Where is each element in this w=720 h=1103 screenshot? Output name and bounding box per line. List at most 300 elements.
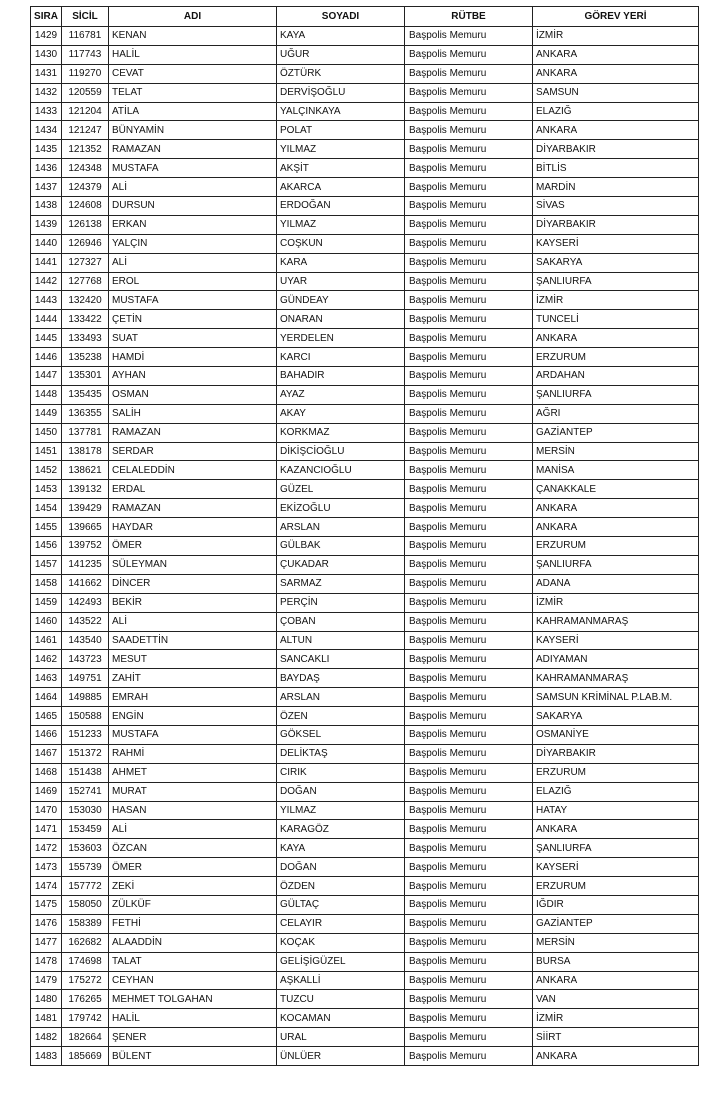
header-rutbe: RÜTBE	[405, 7, 533, 27]
cell-adi: DİNCER	[109, 574, 277, 593]
cell-soyadi: POLAT	[277, 121, 405, 140]
cell-sicil: 151372	[62, 744, 109, 763]
cell-gorev-yeri: AĞRI	[533, 404, 699, 423]
cell-adi: TALAT	[109, 952, 277, 971]
cell-adi: AYHAN	[109, 367, 277, 386]
table-row	[31, 518, 699, 537]
cell-adi: MEHMET TOLGAHAN	[109, 990, 277, 1009]
cell-sicil: 124348	[62, 159, 109, 178]
table-row	[31, 140, 699, 159]
cell-rutbe: Başpolis Memuru	[405, 574, 533, 593]
cell-rutbe: Başpolis Memuru	[405, 291, 533, 310]
cell-soyadi: AKAY	[277, 404, 405, 423]
cell-sicil: 158050	[62, 895, 109, 914]
cell-sira: 1453	[31, 480, 62, 499]
cell-soyadi: YILMAZ	[277, 215, 405, 234]
cell-sira: 1438	[31, 197, 62, 216]
cell-sira: 1444	[31, 310, 62, 329]
cell-sira: 1436	[31, 159, 62, 178]
cell-sira: 1457	[31, 555, 62, 574]
cell-sicil: 153030	[62, 801, 109, 820]
table-row	[31, 593, 699, 612]
table-row	[31, 159, 699, 178]
cell-adi: SUAT	[109, 329, 277, 348]
cell-soyadi: GÜZEL	[277, 480, 405, 499]
cell-gorev-yeri: OSMANİYE	[533, 725, 699, 744]
cell-adi: MURAT	[109, 782, 277, 801]
cell-sira: 1481	[31, 1009, 62, 1028]
cell-soyadi: ÜNLÜER	[277, 1047, 405, 1066]
header-sira: SIRA	[31, 7, 62, 27]
cell-gorev-yeri: ADANA	[533, 574, 699, 593]
table-row	[31, 537, 699, 556]
cell-gorev-yeri: MANİSA	[533, 461, 699, 480]
cell-sicil: 150588	[62, 707, 109, 726]
cell-rutbe: Başpolis Memuru	[405, 1009, 533, 1028]
header-sicil: SİCİL	[62, 7, 109, 27]
cell-sicil: 141662	[62, 574, 109, 593]
cell-rutbe: Başpolis Memuru	[405, 272, 533, 291]
table-row	[31, 801, 699, 820]
cell-gorev-yeri: SAMSUN	[533, 83, 699, 102]
cell-soyadi: SANCAKLI	[277, 650, 405, 669]
cell-sira: 1458	[31, 574, 62, 593]
cell-adi: ŞENER	[109, 1028, 277, 1047]
cell-adi: SERDAR	[109, 442, 277, 461]
cell-sira: 1461	[31, 631, 62, 650]
cell-sira: 1445	[31, 329, 62, 348]
cell-sicil: 136355	[62, 404, 109, 423]
table-row	[31, 499, 699, 518]
cell-adi: MUSTAFA	[109, 159, 277, 178]
cell-rutbe: Başpolis Memuru	[405, 329, 533, 348]
cell-adi: MUSTAFA	[109, 725, 277, 744]
cell-adi: EMRAH	[109, 688, 277, 707]
cell-sicil: 121247	[62, 121, 109, 140]
cell-rutbe: Başpolis Memuru	[405, 725, 533, 744]
cell-adi: ALİ	[109, 253, 277, 272]
cell-gorev-yeri: GAZİANTEP	[533, 914, 699, 933]
cell-soyadi: YERDELEN	[277, 329, 405, 348]
cell-adi: EROL	[109, 272, 277, 291]
table-row	[31, 952, 699, 971]
table-row	[31, 707, 699, 726]
cell-rutbe: Başpolis Memuru	[405, 631, 533, 650]
cell-gorev-yeri: ANKARA	[533, 518, 699, 537]
table-row	[31, 27, 699, 46]
cell-sicil: 149885	[62, 688, 109, 707]
cell-sicil: 120559	[62, 83, 109, 102]
table-row	[31, 197, 699, 216]
cell-sicil: 139429	[62, 499, 109, 518]
cell-rutbe: Başpolis Memuru	[405, 64, 533, 83]
cell-adi: MUSTAFA	[109, 291, 277, 310]
cell-rutbe: Başpolis Memuru	[405, 669, 533, 688]
table-row	[31, 914, 699, 933]
cell-adi: ERDAL	[109, 480, 277, 499]
cell-gorev-yeri: ANKARA	[533, 971, 699, 990]
cell-sira: 1475	[31, 895, 62, 914]
cell-sira: 1477	[31, 933, 62, 952]
cell-adi: KENAN	[109, 27, 277, 46]
table-row	[31, 215, 699, 234]
cell-adi: AHMET	[109, 763, 277, 782]
table-row	[31, 990, 699, 1009]
cell-rutbe: Başpolis Memuru	[405, 178, 533, 197]
cell-adi: HALİL	[109, 45, 277, 64]
cell-soyadi: KARA	[277, 253, 405, 272]
cell-sira: 1479	[31, 971, 62, 990]
table-row	[31, 442, 699, 461]
cell-gorev-yeri: KAHRAMANMARAŞ	[533, 669, 699, 688]
header-gorev-yeri: GÖREV YERİ	[533, 7, 699, 27]
cell-adi: ZÜLKÜF	[109, 895, 277, 914]
cell-soyadi: YILMAZ	[277, 801, 405, 820]
cell-rutbe: Başpolis Memuru	[405, 782, 533, 801]
cell-sira: 1443	[31, 291, 62, 310]
cell-sicil: 153459	[62, 820, 109, 839]
cell-gorev-yeri: KAHRAMANMARAŞ	[533, 612, 699, 631]
cell-soyadi: YALÇINKAYA	[277, 102, 405, 121]
cell-soyadi: CELAYIR	[277, 914, 405, 933]
header-soyadi: SOYADI	[277, 7, 405, 27]
table-header-row	[31, 7, 699, 27]
cell-sira: 1472	[31, 839, 62, 858]
cell-sira: 1442	[31, 272, 62, 291]
cell-sicil: 121204	[62, 102, 109, 121]
cell-soyadi: KAZANCIOĞLU	[277, 461, 405, 480]
cell-gorev-yeri: ANKARA	[533, 1047, 699, 1066]
cell-sicil: 157772	[62, 877, 109, 896]
cell-adi: YALÇIN	[109, 234, 277, 253]
cell-sira: 1450	[31, 423, 62, 442]
cell-sicil: 139665	[62, 518, 109, 537]
cell-sira: 1437	[31, 178, 62, 197]
cell-soyadi: AŞKALLİ	[277, 971, 405, 990]
cell-adi: ÖZCAN	[109, 839, 277, 858]
cell-sicil: 143522	[62, 612, 109, 631]
cell-adi: TELAT	[109, 83, 277, 102]
cell-gorev-yeri: TUNCELİ	[533, 310, 699, 329]
cell-adi: RAMAZAN	[109, 499, 277, 518]
cell-rutbe: Başpolis Memuru	[405, 801, 533, 820]
cell-sicil: 179742	[62, 1009, 109, 1028]
cell-sira: 1471	[31, 820, 62, 839]
cell-sicil: 133422	[62, 310, 109, 329]
cell-soyadi: KAYA	[277, 839, 405, 858]
cell-sira: 1441	[31, 253, 62, 272]
cell-sicil: 149751	[62, 669, 109, 688]
cell-sicil: 127768	[62, 272, 109, 291]
cell-sicil: 182664	[62, 1028, 109, 1047]
cell-gorev-yeri: ANKARA	[533, 45, 699, 64]
cell-sira: 1433	[31, 102, 62, 121]
table-row	[31, 102, 699, 121]
cell-sicil: 126138	[62, 215, 109, 234]
table-row	[31, 348, 699, 367]
cell-gorev-yeri: ŞANLIURFA	[533, 385, 699, 404]
cell-adi: ZAHİT	[109, 669, 277, 688]
cell-adi: RAMAZAN	[109, 140, 277, 159]
cell-rutbe: Başpolis Memuru	[405, 442, 533, 461]
table-row	[31, 253, 699, 272]
cell-sicil: 139752	[62, 537, 109, 556]
cell-rutbe: Başpolis Memuru	[405, 688, 533, 707]
cell-gorev-yeri: ŞANLIURFA	[533, 839, 699, 858]
cell-sicil: 137781	[62, 423, 109, 442]
cell-gorev-yeri: İZMİR	[533, 27, 699, 46]
table-row	[31, 688, 699, 707]
cell-sicil: 126946	[62, 234, 109, 253]
cell-gorev-yeri: ELAZIĞ	[533, 782, 699, 801]
cell-soyadi: DERVİŞOĞLU	[277, 83, 405, 102]
cell-soyadi: YILMAZ	[277, 140, 405, 159]
cell-sicil: 124608	[62, 197, 109, 216]
cell-soyadi: ÇUKADAR	[277, 555, 405, 574]
table-row	[31, 310, 699, 329]
cell-sira: 1474	[31, 877, 62, 896]
cell-rutbe: Başpolis Memuru	[405, 367, 533, 386]
cell-rutbe: Başpolis Memuru	[405, 83, 533, 102]
cell-rutbe: Başpolis Memuru	[405, 140, 533, 159]
cell-gorev-yeri: GAZİANTEP	[533, 423, 699, 442]
cell-adi: ALİ	[109, 820, 277, 839]
cell-gorev-yeri: ERZURUM	[533, 537, 699, 556]
cell-adi: SAADETTİN	[109, 631, 277, 650]
cell-gorev-yeri: ADIYAMAN	[533, 650, 699, 669]
table-row	[31, 178, 699, 197]
cell-soyadi: URAL	[277, 1028, 405, 1047]
table-row	[31, 121, 699, 140]
cell-sira: 1435	[31, 140, 62, 159]
cell-sira: 1483	[31, 1047, 62, 1066]
cell-sicil: 151233	[62, 725, 109, 744]
cell-gorev-yeri: VAN	[533, 990, 699, 1009]
cell-adi: RAMAZAN	[109, 423, 277, 442]
cell-adi: SÜLEYMAN	[109, 555, 277, 574]
cell-rutbe: Başpolis Memuru	[405, 197, 533, 216]
cell-sira: 1460	[31, 612, 62, 631]
cell-rutbe: Başpolis Memuru	[405, 461, 533, 480]
cell-rutbe: Başpolis Memuru	[405, 27, 533, 46]
table-row	[31, 971, 699, 990]
table-row	[31, 404, 699, 423]
cell-soyadi: ÖZTÜRK	[277, 64, 405, 83]
cell-soyadi: ÖZDEN	[277, 877, 405, 896]
cell-soyadi: AKARCA	[277, 178, 405, 197]
cell-rutbe: Başpolis Memuru	[405, 480, 533, 499]
cell-rutbe: Başpolis Memuru	[405, 1028, 533, 1047]
cell-adi: BÜNYAMİN	[109, 121, 277, 140]
cell-rutbe: Başpolis Memuru	[405, 310, 533, 329]
cell-sicil: 138178	[62, 442, 109, 461]
cell-gorev-yeri: İZMİR	[533, 291, 699, 310]
cell-sira: 1464	[31, 688, 62, 707]
cell-sira: 1452	[31, 461, 62, 480]
cell-gorev-yeri: MARDİN	[533, 178, 699, 197]
table-row	[31, 423, 699, 442]
cell-sira: 1448	[31, 385, 62, 404]
cell-adi: CEYHAN	[109, 971, 277, 990]
cell-sicil: 152741	[62, 782, 109, 801]
cell-soyadi: GÜLBAK	[277, 537, 405, 556]
cell-gorev-yeri: ÇANAKKALE	[533, 480, 699, 499]
cell-soyadi: DELİKTAŞ	[277, 744, 405, 763]
cell-rutbe: Başpolis Memuru	[405, 102, 533, 121]
cell-sicil: 117743	[62, 45, 109, 64]
cell-soyadi: EKİZOĞLU	[277, 499, 405, 518]
cell-rutbe: Başpolis Memuru	[405, 820, 533, 839]
cell-rutbe: Başpolis Memuru	[405, 537, 533, 556]
cell-rutbe: Başpolis Memuru	[405, 839, 533, 858]
cell-sira: 1465	[31, 707, 62, 726]
cell-gorev-yeri: IĞDIR	[533, 895, 699, 914]
cell-gorev-yeri: BURSA	[533, 952, 699, 971]
table-row	[31, 385, 699, 404]
cell-adi: ALAADDİN	[109, 933, 277, 952]
cell-gorev-yeri: MERSİN	[533, 442, 699, 461]
cell-gorev-yeri: HATAY	[533, 801, 699, 820]
cell-soyadi: KARCI	[277, 348, 405, 367]
cell-soyadi: SARMAZ	[277, 574, 405, 593]
cell-gorev-yeri: ANKARA	[533, 329, 699, 348]
cell-sira: 1473	[31, 858, 62, 877]
cell-rutbe: Başpolis Memuru	[405, 385, 533, 404]
table-row	[31, 612, 699, 631]
cell-gorev-yeri: ELAZIĞ	[533, 102, 699, 121]
cell-gorev-yeri: ARDAHAN	[533, 367, 699, 386]
personnel-list-sheet	[30, 6, 698, 1066]
table-row	[31, 650, 699, 669]
cell-sicil: 162682	[62, 933, 109, 952]
table-row	[31, 1028, 699, 1047]
table-row	[31, 329, 699, 348]
cell-sira: 1470	[31, 801, 62, 820]
cell-soyadi: ONARAN	[277, 310, 405, 329]
cell-sicil: 142493	[62, 593, 109, 612]
cell-sira: 1466	[31, 725, 62, 744]
cell-soyadi: KORKMAZ	[277, 423, 405, 442]
cell-sicil: 141235	[62, 555, 109, 574]
table-row	[31, 839, 699, 858]
cell-soyadi: DOĞAN	[277, 858, 405, 877]
cell-gorev-yeri: DİYARBAKIR	[533, 140, 699, 159]
cell-sicil: 175272	[62, 971, 109, 990]
cell-gorev-yeri: DİYARBAKIR	[533, 215, 699, 234]
cell-sira: 1459	[31, 593, 62, 612]
cell-adi: MESUT	[109, 650, 277, 669]
table-row	[31, 669, 699, 688]
cell-sicil: 135301	[62, 367, 109, 386]
cell-sira: 1455	[31, 518, 62, 537]
cell-gorev-yeri: İZMİR	[533, 1009, 699, 1028]
table-row	[31, 272, 699, 291]
cell-rutbe: Başpolis Memuru	[405, 858, 533, 877]
cell-sicil: 135238	[62, 348, 109, 367]
cell-sira: 1463	[31, 669, 62, 688]
cell-sira: 1449	[31, 404, 62, 423]
table-row	[31, 782, 699, 801]
cell-soyadi: ÖZEN	[277, 707, 405, 726]
cell-sicil: 143723	[62, 650, 109, 669]
table-row	[31, 895, 699, 914]
cell-rutbe: Başpolis Memuru	[405, 593, 533, 612]
cell-gorev-yeri: SAKARYA	[533, 253, 699, 272]
cell-adi: ZEKİ	[109, 877, 277, 896]
cell-adi: BEKİR	[109, 593, 277, 612]
cell-sicil: 116781	[62, 27, 109, 46]
cell-gorev-yeri: İZMİR	[533, 593, 699, 612]
cell-sicil: 153603	[62, 839, 109, 858]
cell-sira: 1429	[31, 27, 62, 46]
cell-rutbe: Başpolis Memuru	[405, 215, 533, 234]
cell-sira: 1446	[31, 348, 62, 367]
cell-gorev-yeri: ŞANLIURFA	[533, 555, 699, 574]
cell-adi: ATİLA	[109, 102, 277, 121]
table-row	[31, 820, 699, 839]
cell-rutbe: Başpolis Memuru	[405, 45, 533, 64]
cell-sira: 1468	[31, 763, 62, 782]
cell-adi: HASAN	[109, 801, 277, 820]
cell-gorev-yeri: SAKARYA	[533, 707, 699, 726]
table-row	[31, 631, 699, 650]
cell-gorev-yeri: ANKARA	[533, 121, 699, 140]
cell-rutbe: Başpolis Memuru	[405, 707, 533, 726]
cell-rutbe: Başpolis Memuru	[405, 763, 533, 782]
cell-soyadi: CIRIK	[277, 763, 405, 782]
table-row	[31, 367, 699, 386]
cell-sicil: 127327	[62, 253, 109, 272]
cell-gorev-yeri: KAYSERİ	[533, 858, 699, 877]
cell-adi: ENGİN	[109, 707, 277, 726]
cell-gorev-yeri: BİTLİS	[533, 159, 699, 178]
cell-gorev-yeri: ERZURUM	[533, 763, 699, 782]
cell-adi: ERKAN	[109, 215, 277, 234]
cell-sicil: 135435	[62, 385, 109, 404]
table-row	[31, 1009, 699, 1028]
cell-soyadi: KAYA	[277, 27, 405, 46]
cell-adi: ÇETİN	[109, 310, 277, 329]
table-row	[31, 574, 699, 593]
cell-gorev-yeri: ANKARA	[533, 820, 699, 839]
header-adi: ADI	[109, 7, 277, 27]
table-row	[31, 725, 699, 744]
cell-soyadi: GÜLTAÇ	[277, 895, 405, 914]
cell-rutbe: Başpolis Memuru	[405, 612, 533, 631]
cell-adi: ÖMER	[109, 537, 277, 556]
cell-sira: 1476	[31, 914, 62, 933]
cell-rutbe: Başpolis Memuru	[405, 990, 533, 1009]
cell-gorev-yeri: KAYSERİ	[533, 234, 699, 253]
table-row	[31, 64, 699, 83]
cell-gorev-yeri: DİYARBAKIR	[533, 744, 699, 763]
cell-soyadi: ALTUN	[277, 631, 405, 650]
cell-sicil: 119270	[62, 64, 109, 83]
cell-sira: 1440	[31, 234, 62, 253]
cell-sicil: 124379	[62, 178, 109, 197]
cell-rutbe: Başpolis Memuru	[405, 914, 533, 933]
cell-gorev-yeri: ERZURUM	[533, 348, 699, 367]
cell-rutbe: Başpolis Memuru	[405, 253, 533, 272]
cell-adi: SALİH	[109, 404, 277, 423]
table-row	[31, 480, 699, 499]
cell-sira: 1432	[31, 83, 62, 102]
cell-soyadi: KOCAMAN	[277, 1009, 405, 1028]
cell-soyadi: COŞKUN	[277, 234, 405, 253]
cell-sira: 1434	[31, 121, 62, 140]
cell-soyadi: ERDOĞAN	[277, 197, 405, 216]
cell-soyadi: GÜNDEAY	[277, 291, 405, 310]
